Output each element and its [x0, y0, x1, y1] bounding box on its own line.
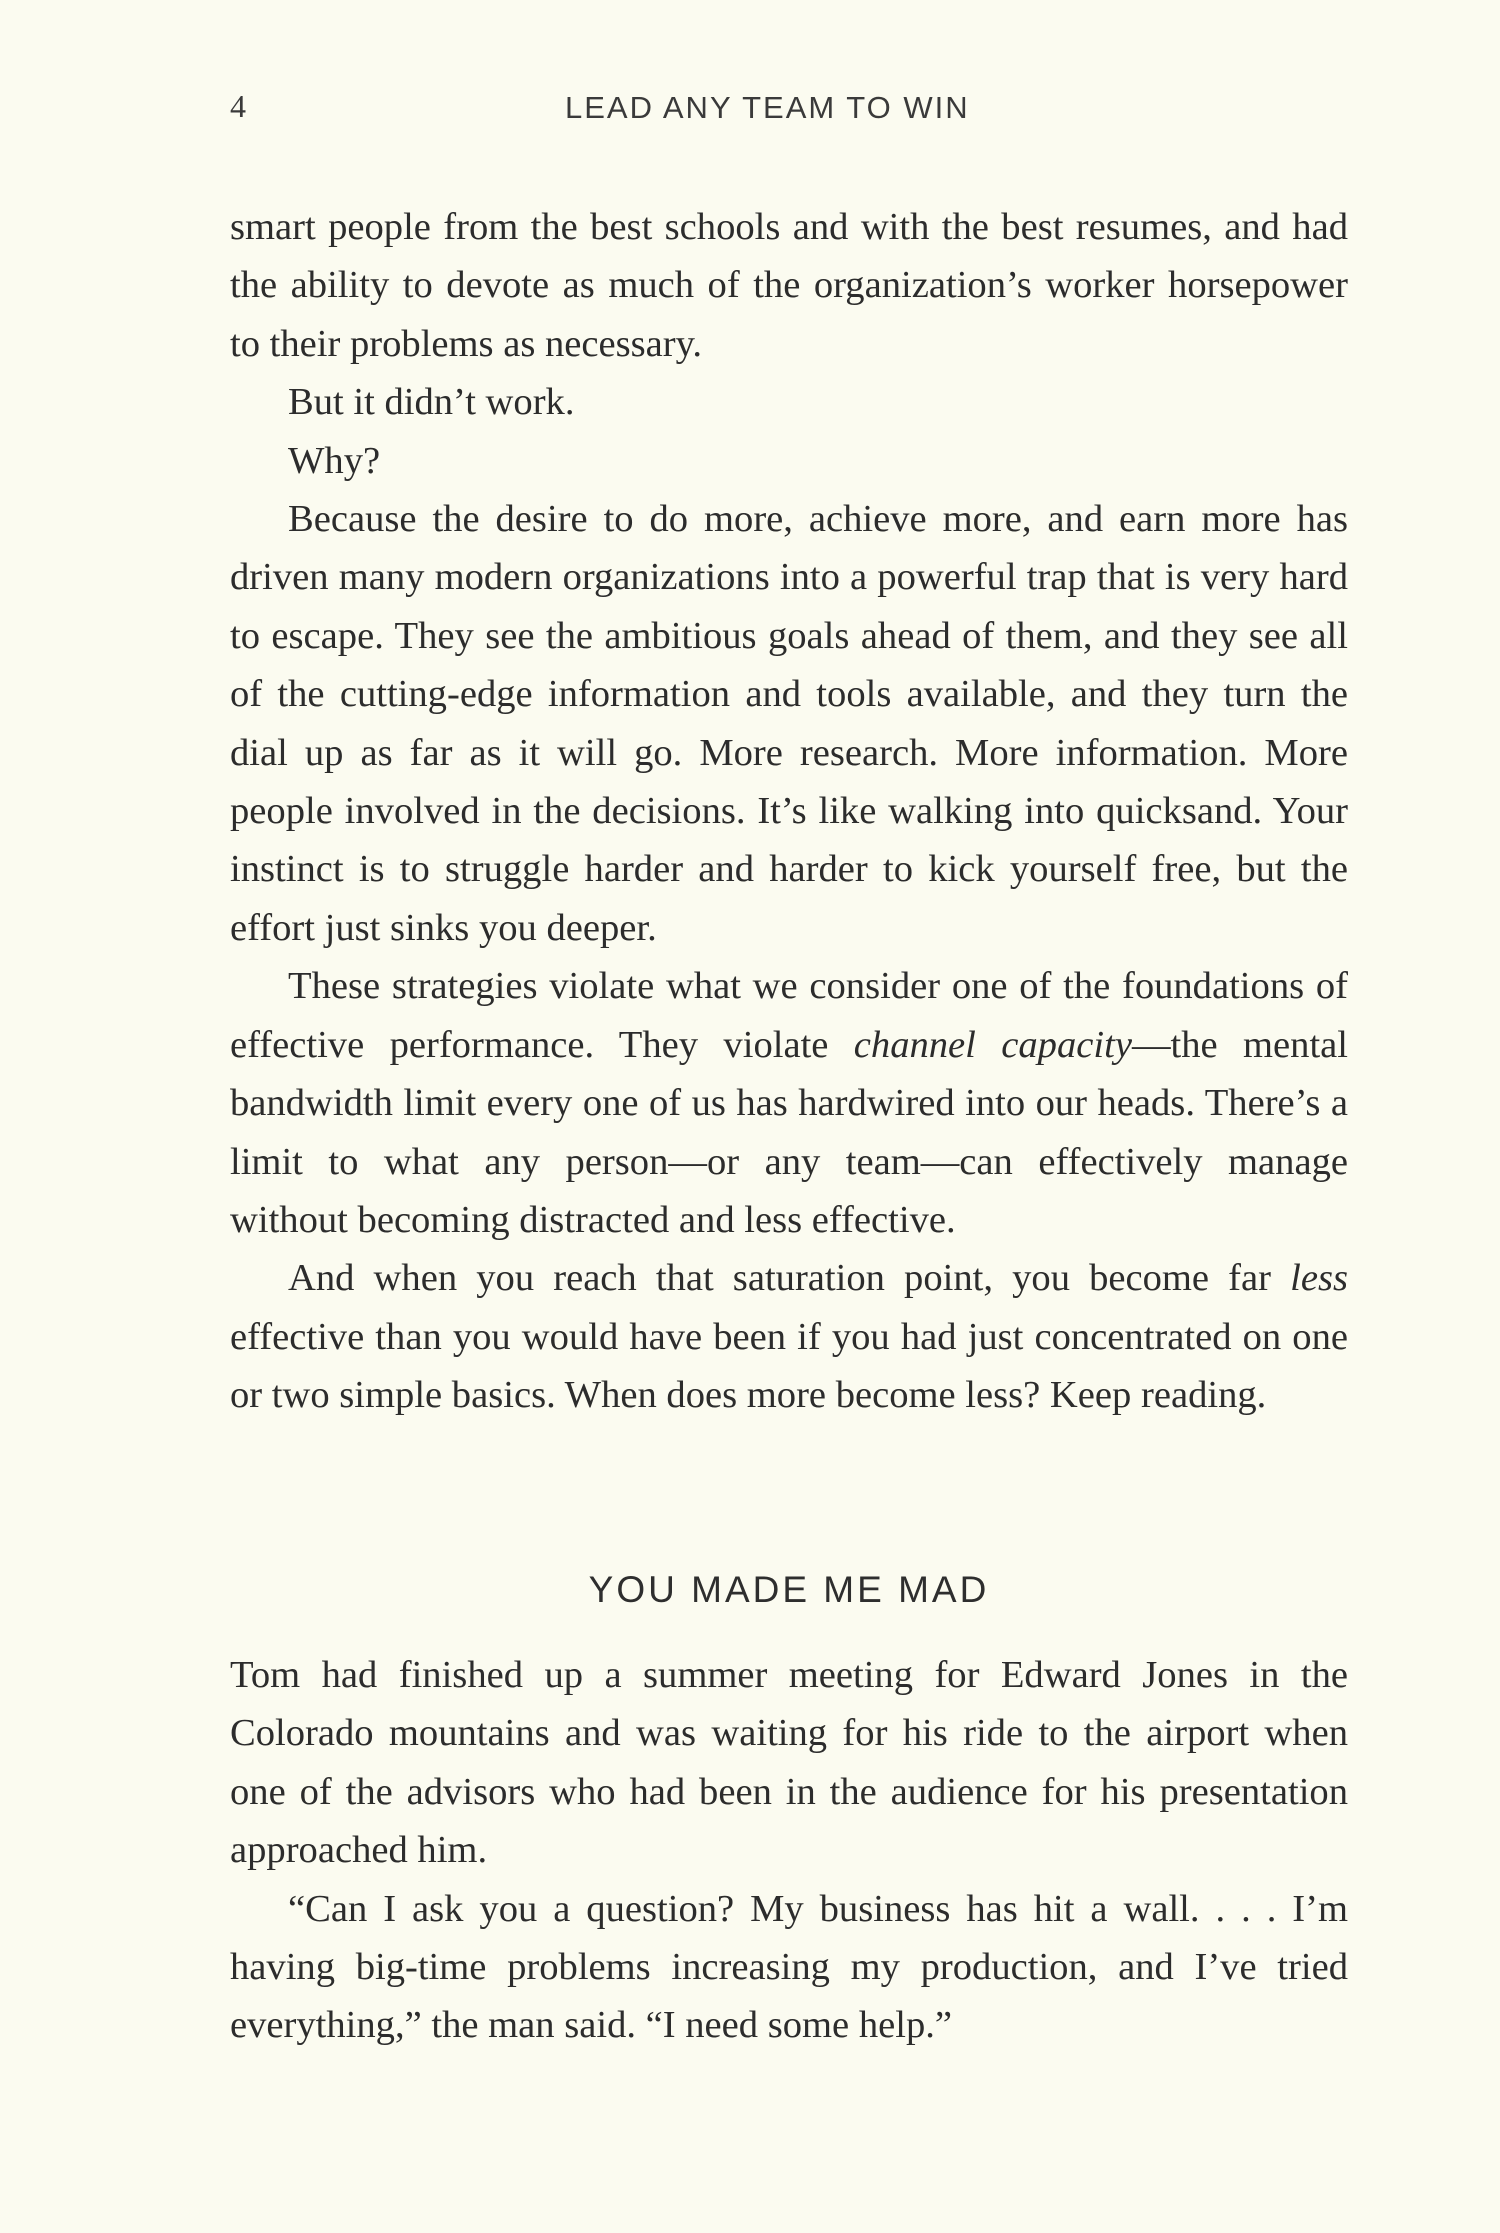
paragraph-text-after: effective than you would have been if you had just concentrated on one or two simple basics. When does more become less? Keep reading.: [230, 1315, 1348, 1417]
body-text: [230, 198, 1348, 1425]
paragraph-text-after: —the mental bandwidth limit every one of us has hardwired into our heads. There’s a limit to what any person—or any team—can effectively manage without becoming distracted and less effective.: [230, 1023, 1349, 1241]
paragraph-can-i-ask: “Can I ask you a question? My business has hit a wall. . . . I’m having big-time problems increasing my production, and I’ve tried everything,” the man said. “I need some help.”: [230, 1887, 1348, 2047]
emphasis-channel-capacity: channel capacity: [853, 1023, 1132, 1066]
book-title: LEAD ANY TEAM TO WIN: [565, 90, 970, 125]
paragraph-text-before: These strategies violate what we consider one of the foundations of effective performance. They violate: [230, 965, 1348, 1066]
paragraph-saturation-point: [230, 1249, 1348, 1424]
running-head: [230, 88, 1350, 138]
paragraph-but-it-didnt-work: But it didn’t work.: [288, 381, 575, 424]
page-number: 4: [230, 88, 246, 124]
emphasis-less: less: [1290, 1257, 1348, 1300]
section-heading: YOU MADE ME MAD: [588, 1569, 990, 1610]
paragraph-tom-finished: Tom had finished up a summer meeting for Edward Jones in the Colorado mountains and was waiting for his ride to the airport when one of the advisors who had been in the audience for his presentation approached him.: [230, 1654, 1348, 1872]
section-text: [230, 1646, 1348, 2055]
paragraph-channel-capacity: [230, 957, 1348, 1249]
paragraph-text-before: And when you reach that saturation point, you become far: [288, 1257, 1291, 1300]
paragraph-because: Because the desire to do more, achieve more, and earn more has driven many modern organizations into a powerful trap that is very hard to escape. They see the ambitious goals ahead of them, and they see all of the cutting-edge information and tools available, and they turn the dial up as far as it will go. More research. More information. More people involved in the decisions. It’s like walking into quicksand. Your instinct is to struggle harder and harder to kick yourself free, but the effort just sinks you deeper.: [230, 498, 1348, 949]
paragraph-continued: smart people from the best schools and with the best resumes, and had the ability to devote as much of the organization’s worker horsepower to their problems as necessary.: [230, 206, 1348, 365]
paragraph-why: Why?: [288, 439, 381, 482]
